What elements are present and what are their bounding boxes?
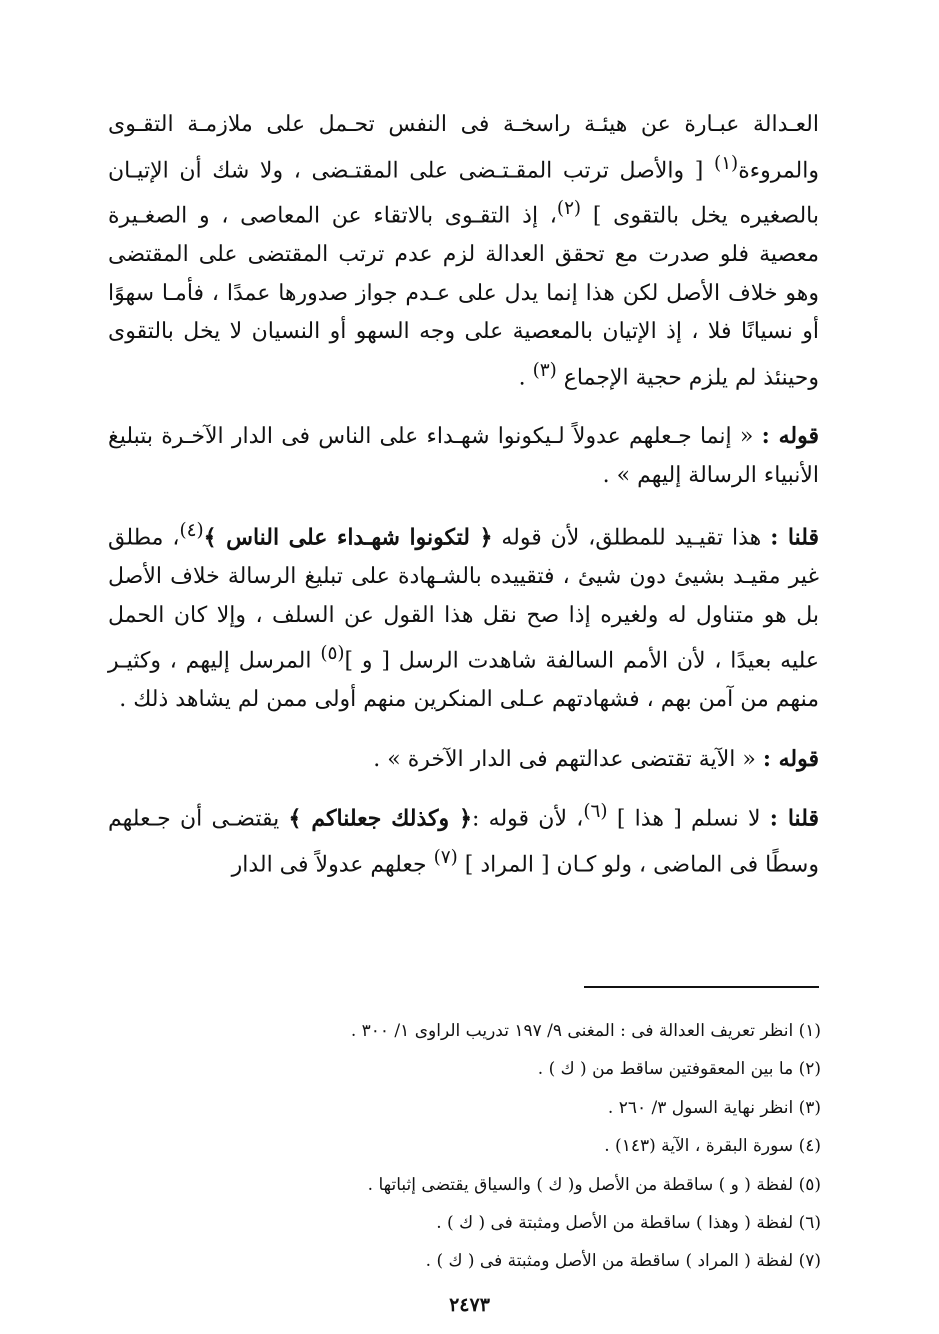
paragraph-justice-definition (108, 106, 819, 397)
footnote-2: (٢) ما بين المعقوفتين ساقط من ( ك ) . (537, 1059, 821, 1080)
text-segment: ، مطلق غير مقيـد بشيئ دون شيئ ، فتقييده بالشـهادة على تبليغ الرسالة خلاف الأصل بل هو متناول له ولغيره إذا صح نقل هذا القول عن السلف ، وإلا كان الحمل عليه بعيدًا ، لأن الأمم السالفة شاهدت الرسل [ و ] (108, 525, 819, 674)
footnote-3: (٣) انظر نهاية السول ٣/ ٢٦٠ . (607, 1097, 821, 1118)
footnote-ref-7[interactable]: (٧) (433, 846, 458, 868)
footnote-ref-1[interactable]: (١) (714, 152, 739, 174)
footnote-4: (٤) سورة البقرة ، الآية (١٤٣) . (604, 1136, 821, 1157)
lead-qawluhu: قوله : (761, 423, 819, 450)
text-segment: « الآية تقتضى عدالتهم فى الدار الآخرة » . (373, 746, 763, 772)
text-segment: . (518, 364, 533, 390)
text-segment: لا نسلم [ هذا ] (607, 806, 770, 832)
quran-verse: ﴿ لتكونوا شهـداء على الناس ﴾ (203, 524, 493, 551)
text-segment: ، لأن قوله : (471, 806, 584, 832)
paragraph-response-1 (108, 512, 819, 719)
text-segment: جعلهم عدولاً فى الدار (231, 852, 434, 878)
footnote-ref-4[interactable]: (٤) (179, 520, 204, 542)
footnote-ref-3[interactable]: (٣) (532, 359, 557, 381)
lead-qawluhu: قوله : (762, 745, 819, 772)
page-number: ٢٤٧٣ (449, 1294, 490, 1316)
text-segment: يقتضـى أن جـعلهم وسطًا فى الماضى ، ولو كـان [ المراد ] (108, 806, 819, 878)
quran-verse: ﴿ وكذلك جعلناكم ﴾ (288, 805, 472, 832)
footnote-ref-5[interactable]: (٥) (320, 643, 345, 665)
footnotes-section (121, 1012, 821, 1281)
lead-qulna: قلنا : (770, 524, 820, 551)
footnote-7: (٧) لفظة ( المراد ) ساقطة من الأصل ومثبتة فى ( ك ) . (425, 1251, 821, 1272)
footnote-6: (٦) لفظة ( وهذا ) ساقطة من الأصل ومثبتة فى ( ك ) . (436, 1213, 821, 1234)
text-segment: العـدالة عبـارة عن هيئـة راسخـة فى النفس تحـمل على ملازمـة التقـوى والمروءة (108, 112, 819, 183)
paragraph-response-2 (108, 793, 819, 885)
text-segment: ، إذ التقـوى بالاتقاء عن المعاصى ، و الصغـيرة معصية فلو صدرت مع تحقق العدالة لزم عدم ترتب المقتضى على المقتضى وهو خلاف الأصل لكن هذا إنما يدل على عـدم جواز صدورها عمدًا ، فأمـا سهوًا أو نسيانًا فلا ، إذ الإتيان بالمعصية على وجه السهو أو النسيان لا يخل بالتقوى وحينئذ لم يلزم حجية الإجماع (108, 203, 819, 390)
text-segment: هذا تقيـيد للمطلق، لأن قوله (492, 525, 771, 551)
footnote-ref-6[interactable]: (٦) (583, 801, 608, 823)
footnote-ref-2[interactable]: (٢) (556, 198, 582, 220)
lead-qulna: قلنا : (769, 805, 819, 832)
text-segment: « إنما جـعلهم عدولاً لـيكونوا شهـداء على الناس فى الدار الآخـرة بتبليغ الأنبياء الرسالة إليهم » . (108, 424, 819, 488)
footnote-1: (١) انظر تعريف العدالة فى : المغنى ٩/ ١٩٧ تدريب الراوى ١/ ٣٠٠ . (350, 1021, 821, 1041)
paragraph-objection-1 (108, 417, 819, 495)
footnote-divider (584, 986, 819, 988)
text-segment: [ والأصل ترتب المقـتـضى على المقتـضى ، ولا شك أن الإتيـان بالصغيره يخل بالتقوى ] (108, 157, 819, 229)
paragraph-objection-2 (108, 740, 819, 780)
footnote-5: (٥) لفظة ( و ) ساقطة من الأصل و( ك ) والسياق يقتضى إثباتها . (367, 1174, 821, 1195)
text-segment: المرسل إليهم ، وكثيـر منهم من آمن بهم ، فشهادتهم عـلى المنكرين منهم أولى ممن لم يشاهد ذلك . (108, 648, 819, 713)
